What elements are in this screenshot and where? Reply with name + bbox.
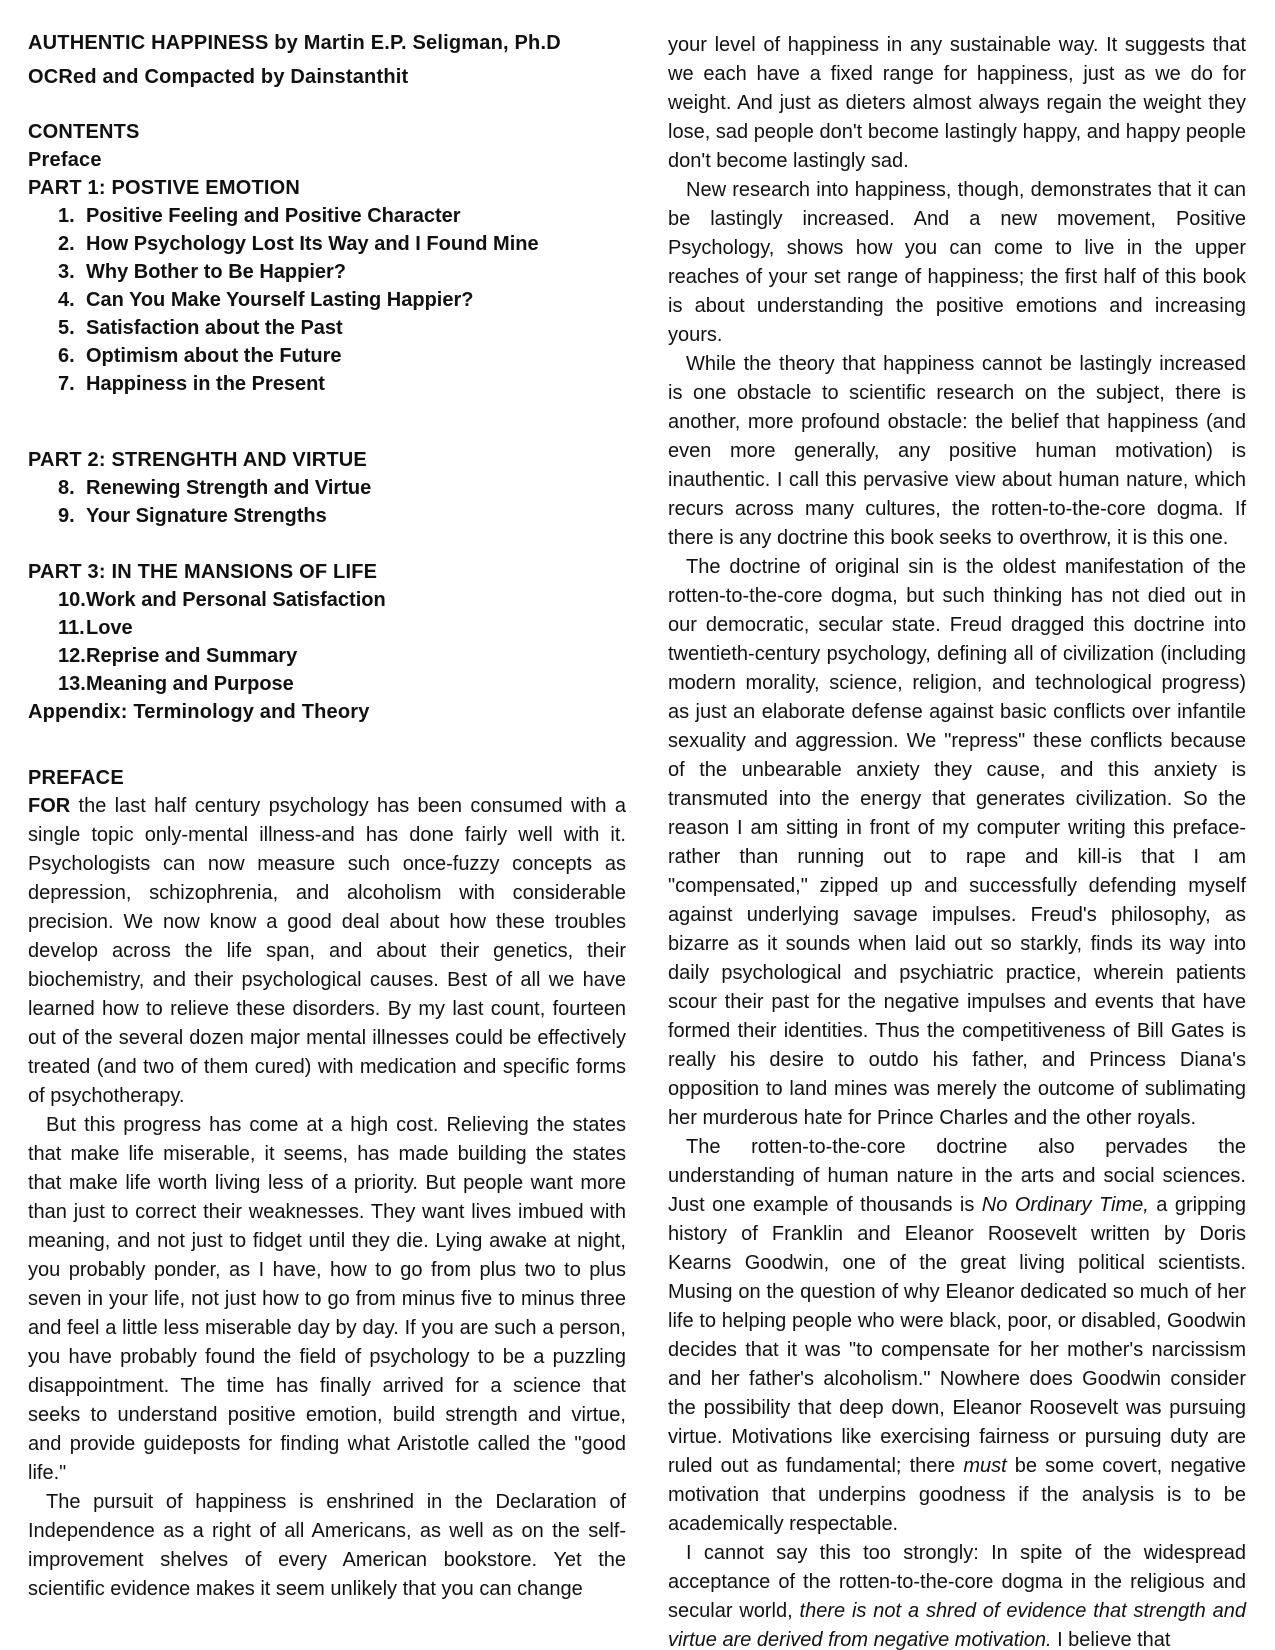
toc-item <box>28 642 626 670</box>
text-run: New research into happiness, though, demonstrates that it can be lastingly increased. And a new movement, Positive Psychology, shows how you can come to live in the upper reaches of your set range of happiness; the first half of this book is about understanding the positive emotions and increasing yours. <box>668 179 1246 346</box>
toc-item-number: 12. <box>58 645 86 667</box>
toc-item-number: 13. <box>58 673 86 695</box>
toc-item <box>28 474 626 502</box>
paragraph <box>28 792 626 1111</box>
toc-item <box>28 230 626 258</box>
toc-item-label: How Psychology Lost Its Way and I Found Mine <box>86 233 539 255</box>
toc-item-number: 10. <box>58 589 86 611</box>
toc-part3-heading: PART 3: IN THE MANSIONS OF LIFE <box>28 561 378 583</box>
toc-item-label: Your Signature Strengths <box>86 505 327 527</box>
toc-item-number: 4. <box>58 289 75 311</box>
toc-item-label: Love <box>86 617 133 639</box>
toc-item <box>28 670 626 698</box>
toc-item <box>28 202 626 230</box>
italic-run: must <box>963 1455 1007 1477</box>
toc-item-label: Positive Feeling and Positive Character <box>86 205 461 227</box>
doc-subtitle: OCRed and Compacted by Dainstanthit <box>28 66 409 88</box>
toc-item <box>28 286 626 314</box>
toc-item-label: Can You Make Yourself Lasting Happier? <box>86 289 474 311</box>
toc-part2-list <box>28 474 626 530</box>
toc-item-number: 8. <box>58 477 75 499</box>
text-run: The doctrine of original sin is the oldest manifestation of the rotten-to-the-core dogma, but such thinking has not died out in our democratic, secular state. Freud dragged this doctrine into twentieth-century psychology, defining all of civilization (including modern morality, science, religion, and technological progress) as just an elaborate defense against basic conflicts over infantile sexuality and aggression. We "repress" these conflicts because of the unbearable anxiety they cause, and this anxiety is transmuted into the energy that generates civilization. So the reason I am sitting in front of my computer writing this preface-rather than running out to rape and kill-is that I am "compensated," zipped up and successfully defending myself against underlying savage impulses. Freud's philosophy, as bizarre as it sounds when laid out so starkly, finds its way into daily psychological and psychiatric practice, wherein patients scour their past for the negative impulses and events that have formed their identities. Thus the competitiveness of Bill Gates is really his desire to outdo his father, and Princess Diana's opposition to land mines was merely the outcome of sublimating her murderous hate for Prince Charles and the other royals. <box>668 556 1246 1129</box>
toc-item <box>28 586 626 614</box>
italic-run: No Ordinary Time, <box>981 1194 1149 1216</box>
paragraph <box>668 1133 1246 1539</box>
toc-item-label: Why Bother to Be Happier? <box>86 261 347 283</box>
toc-item <box>28 502 626 530</box>
toc-item <box>28 314 626 342</box>
toc-item-number: 9. <box>58 505 75 527</box>
italic-run: there is not a shred of evidence that strength and virtue are derived from negative motivation. <box>668 1600 1246 1650</box>
toc-item-number: 3. <box>58 261 75 283</box>
text-run: But this progress has come at a high cost. Relieving the states that make life miserable, it seems, has made building the states that make life worth living less of a priority. But people want more than just to correct their weaknesses. They want lives imbued with meaning, and not just to fidget until they die. Lying awake at night, you probably ponder, as I have, how to go from plus two to plus seven in your life, not just how to go from minus five to minus three and feel a little less miserable day by day. If you are such a person, you have probably found the field of psychology to be a puzzling disappointment. The time has finally arrived for a science that seeks to understand positive emotion, build strength and virtue, and provide guideposts for finding what Aristotle called the "good life." <box>28 1114 626 1484</box>
text-run: I cannot say this too strongly: In spite of the widespread acceptance of the rotten-to-the-core dogma in the religious and secular world, <box>668 1542 1246 1622</box>
toc-part1-list <box>28 202 626 398</box>
preface-left-text <box>28 792 626 1604</box>
toc-item-label: Happiness in the Present <box>86 373 325 395</box>
toc-appendix-entry: Appendix: Terminology and Theory <box>28 701 370 723</box>
paragraph <box>668 553 1246 1133</box>
book-title: AUTHENTIC HAPPINESS by Martin E.P. Seligman, Ph.D <box>28 32 561 54</box>
contents-heading: CONTENTS <box>28 121 140 143</box>
toc-item-number: 7. <box>58 373 75 395</box>
toc-item-number: 11. <box>58 617 85 639</box>
text-run: I believe that <box>1051 1629 1171 1650</box>
title-block <box>28 26 626 94</box>
paragraph <box>668 350 1246 553</box>
toc-item-label: Work and Personal Satisfaction <box>86 589 386 611</box>
text-run: be some covert, negative motivation that underpins goodness if the analysis is to be academically respectable. <box>668 1455 1246 1535</box>
toc-item <box>28 370 626 398</box>
toc-item-label: Optimism about the Future <box>86 345 342 367</box>
paragraph <box>668 31 1246 176</box>
paragraph <box>28 1488 626 1604</box>
toc-part3-list <box>28 586 626 698</box>
toc-item-label: Meaning and Purpose <box>86 673 294 695</box>
bold-run: FOR <box>28 795 71 817</box>
toc-item-label: Renewing Strength and Virtue <box>86 477 372 499</box>
paragraph <box>668 1539 1246 1650</box>
toc-item <box>28 614 626 642</box>
toc-item-number: 1. <box>58 205 75 227</box>
toc-item-number: 6. <box>58 345 75 367</box>
toc-item-label: Satisfaction about the Past <box>86 317 343 339</box>
text-run: The rotten-to-the-core doctrine also pervades the understanding of human nature in the arts and social sciences. Just one example of thousands is <box>668 1136 1246 1216</box>
preface-right-text <box>668 31 1246 1650</box>
text-run: a gripping history of Franklin and Eleanor Roosevelt written by Doris Kearns Goodwin, one of the great living political scientists. Musing on the question of why Eleanor dedicated so much of her life to helping people who were black, poor, or disabled, Goodwin decides that it was "to compensate for her mother's narcissism and her father's alcoholism." Nowhere does Goodwin consider the possibility that deep down, Eleanor Roosevelt was pursuing virtue. Motivations like exercising fairness or pursuing duty are ruled out as fundamental; there <box>668 1194 1246 1477</box>
toc-part2-heading: PART 2: STRENGHTH AND VIRTUE <box>28 449 367 471</box>
paragraph <box>28 1111 626 1488</box>
left-column <box>28 0 626 1604</box>
text-run: The pursuit of happiness is enshrined in the Declaration of Independence as a right of all Americans, as well as on the self-improvement shelves of every American bookstore. Yet the scientific evidence makes it seem unlikely that you can change <box>28 1491 626 1600</box>
toc-item-label: Reprise and Summary <box>86 645 298 667</box>
toc-item <box>28 258 626 286</box>
preface-heading: PREFACE <box>28 767 124 789</box>
text-run: your level of happiness in any sustainable way. It suggests that we each have a fixed range for happiness, just as we do for weight. And just as dieters almost always regain the weight they lose, sad people don't become lastingly happy, and happy people don't become lastingly sad. <box>668 34 1246 172</box>
text-run: the last half century psychology has been consumed with a single topic only-mental illness-and has done fairly well with it. Psychologists can now measure such once-fuzzy concepts as depression, schizophrenia, and alcoholism with considerable precision. We now know a good deal about how these troubles develop across the life span, and about their genetics, their biochemistry, and their psychological causes. Best of all we have learned how to relieve these disorders. By my last count, fourteen out of the several dozen major mental illnesses could be effectively treated (and two of them cured) with medication and specific forms of psychotherapy. <box>28 795 626 1107</box>
toc-item <box>28 342 626 370</box>
toc-item-number: 5. <box>58 317 75 339</box>
toc-part1-heading: PART 1: POSTIVE EMOTION <box>28 177 301 199</box>
table-of-contents <box>28 118 626 726</box>
paragraph <box>668 176 1246 350</box>
text-run: While the theory that happiness cannot be lastingly increased is one obstacle to scientific research on the subject, there is another, more profound obstacle: the belief that happiness (and even more generally, any positive human motivation) is inauthentic. I call this pervasive view about human nature, which recurs across many cultures, the rotten-to-the-core dogma. If there is any doctrine this book seeks to overthrow, it is this one. <box>668 353 1246 549</box>
right-column <box>668 0 1246 1650</box>
toc-preface-entry: Preface <box>28 149 102 171</box>
toc-item-number: 2. <box>58 233 75 255</box>
